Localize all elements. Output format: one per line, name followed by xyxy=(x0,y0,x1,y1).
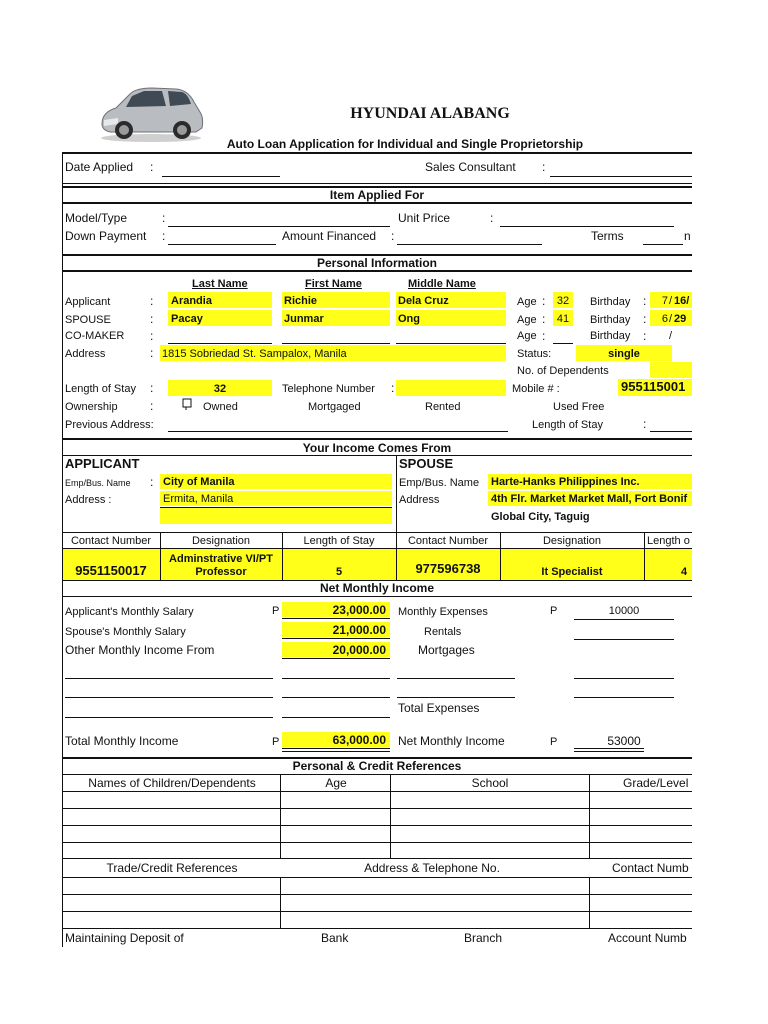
table-rule xyxy=(62,877,692,878)
spouse-middle-name[interactable]: Ong xyxy=(398,313,420,325)
col-first-name: First Name xyxy=(305,278,362,290)
previous-address-label: Previous Address: xyxy=(65,419,154,431)
spouse-last-name[interactable]: Pacay xyxy=(171,313,203,325)
colon: : xyxy=(542,329,546,343)
bank-label: Bank xyxy=(321,931,349,945)
underline xyxy=(282,638,390,639)
table-rule xyxy=(62,532,692,533)
telephone-label: Telephone Number xyxy=(282,383,375,395)
peso-sign: P xyxy=(550,736,558,748)
table-col xyxy=(280,774,281,858)
double-underline xyxy=(574,751,644,752)
colon: : xyxy=(150,381,154,395)
car-image xyxy=(96,80,206,144)
applicant-emp-label: Emp/Bus. Name xyxy=(65,478,131,488)
comaker-label: CO-MAKER xyxy=(65,330,125,342)
total-income-value[interactable]: 63,000.00 xyxy=(332,733,386,747)
highlight xyxy=(650,362,692,378)
colon: : xyxy=(150,160,154,174)
other-income-line[interactable] xyxy=(65,678,273,679)
spouse-designation[interactable]: It Specialist xyxy=(541,566,603,578)
spouse-emp-label: Emp/Bus. Name xyxy=(399,477,480,489)
section-title-item: Item Applied For xyxy=(329,188,425,202)
peso-sign: P xyxy=(272,605,280,617)
applicant-designation-line2[interactable]: Professor xyxy=(195,566,247,578)
underline xyxy=(282,658,390,659)
length-of-stay-label: Length of Stay xyxy=(65,383,136,395)
double-underline xyxy=(282,751,390,752)
col-age: Age xyxy=(325,776,347,790)
column-divider xyxy=(396,456,397,532)
applicant-first-name[interactable]: Richie xyxy=(284,295,318,307)
sales-consultant-field[interactable] xyxy=(550,176,692,177)
col-trade-references: Trade/Credit References xyxy=(106,861,238,875)
colon: : xyxy=(643,417,647,431)
terms-suffix: n xyxy=(684,229,691,243)
used-free-label: Used Free xyxy=(553,401,605,413)
date-applied-field[interactable] xyxy=(162,176,280,177)
previous-address-field[interactable] xyxy=(168,431,508,432)
slash: / xyxy=(669,330,673,342)
colon: : xyxy=(150,475,154,489)
table-col xyxy=(589,877,590,928)
applicant-address[interactable]: 1815 Sobriedad St. Sampalox, Manila xyxy=(162,348,347,360)
date-applied-label: Date Applied xyxy=(65,160,134,174)
colon: : xyxy=(643,294,647,308)
down-payment-field[interactable] xyxy=(168,244,276,245)
table-col xyxy=(390,774,391,858)
col-address-telephone: Address & Telephone No. xyxy=(364,861,500,875)
slash: / xyxy=(669,313,673,325)
branch-label: Branch xyxy=(464,931,503,945)
table-rule xyxy=(62,858,692,859)
length-of-stay-label-2: Length of Stay xyxy=(532,419,603,431)
owned-label: Owned xyxy=(203,401,238,413)
double-underline xyxy=(574,748,644,749)
colon: : xyxy=(490,211,494,225)
net-income-value[interactable]: 53000 xyxy=(607,734,641,748)
length-of-stay-value[interactable]: 32 xyxy=(213,383,227,395)
terms-field[interactable] xyxy=(643,244,683,245)
total-expenses-label: Total Expenses xyxy=(398,701,480,715)
applicant-designation-line1[interactable]: Adminstrative VI/PT xyxy=(169,553,273,565)
peso-sign: P xyxy=(550,605,558,617)
net-income-label: Net Monthly Income xyxy=(398,734,505,748)
terms-label: Terms xyxy=(591,229,624,243)
table-col xyxy=(280,877,281,928)
model-field[interactable] xyxy=(168,226,390,227)
spouse-age[interactable]: 41 xyxy=(556,313,570,325)
col-designation-spouse: Designation xyxy=(542,535,602,547)
down-payment-label: Down Payment xyxy=(65,229,147,243)
section-title-references: Personal & Credit References xyxy=(292,759,462,773)
spouse-heading: SPOUSE xyxy=(399,456,454,471)
col-children: Names of Children/Dependents xyxy=(88,776,256,790)
mobile-value[interactable]: 955115001 xyxy=(621,380,686,394)
peso-sign: P xyxy=(272,736,280,748)
spouse-birth-month[interactable]: 6 xyxy=(661,313,668,325)
section-title-net: Net Monthly Income xyxy=(319,581,434,595)
col-last-name: Last Name xyxy=(192,278,248,290)
sales-consultant-label: Sales Consultant xyxy=(425,160,516,174)
birthday-label: Birthday xyxy=(590,314,631,326)
col-school: School xyxy=(471,776,509,790)
amount-financed-field[interactable] xyxy=(397,244,542,245)
section-rule xyxy=(62,774,692,775)
spouse-employer-address-1[interactable]: 4th Flr. Market Market Mall, Fort Bonif xyxy=(491,493,688,505)
colon: : xyxy=(391,229,395,243)
other-income-line[interactable] xyxy=(65,717,273,718)
rentals-label: Rentals xyxy=(424,626,462,638)
table-rule xyxy=(62,791,692,792)
col-grade: Grade/Level xyxy=(623,776,689,790)
col-length-of-stay: Length of Stay xyxy=(303,535,375,547)
colon: : xyxy=(162,229,166,243)
applicant-last-name[interactable]: Arandia xyxy=(171,295,212,307)
spouse-first-name[interactable]: Junmar xyxy=(284,313,324,325)
other-income-line[interactable] xyxy=(65,697,273,698)
colon: : xyxy=(150,399,154,413)
spouse-employer[interactable]: Harte-Hanks Philippines Inc. xyxy=(491,476,640,488)
expense-amount-line[interactable] xyxy=(574,678,674,679)
table-col xyxy=(589,774,590,858)
col-contact-number-ref: Contact Numb xyxy=(612,861,689,875)
expense-amount-line[interactable] xyxy=(574,697,674,698)
rentals-field[interactable] xyxy=(574,639,674,640)
mortgages-label: Mortgages xyxy=(418,643,475,657)
spouse-length-of-stay[interactable]: 4 xyxy=(681,566,688,578)
section-rule xyxy=(62,270,692,272)
double-underline xyxy=(282,748,390,749)
col-middle-name: Middle Name xyxy=(408,278,476,290)
address-label: Address xyxy=(65,348,106,360)
applicant-employer-address[interactable]: Ermita, Manila xyxy=(163,493,234,505)
comaker-middle-field[interactable] xyxy=(396,343,506,344)
applicant-length-of-stay[interactable]: 5 xyxy=(335,566,343,578)
colon: : xyxy=(542,160,546,174)
applicant-label: Applicant xyxy=(65,296,111,308)
table-row[interactable] xyxy=(62,894,692,895)
ownership-label: Ownership xyxy=(65,401,118,413)
status-value[interactable]: single xyxy=(608,348,640,360)
spouse-salary-label: Spouse's Monthly Salary xyxy=(65,626,186,638)
col-contact-number: Contact Number xyxy=(70,535,152,547)
colon: : xyxy=(150,312,154,326)
mobile-label: Mobile # : xyxy=(512,383,560,395)
other-income-amount-line[interactable] xyxy=(282,717,390,718)
frame-top xyxy=(62,152,692,154)
applicant-middle-name[interactable]: Dela Cruz xyxy=(398,295,449,307)
col-contact-number-spouse: Contact Number xyxy=(407,535,489,547)
mortgaged-label: Mortgaged xyxy=(308,401,361,413)
colon: : xyxy=(542,294,546,308)
model-label: Model/Type xyxy=(65,211,128,225)
table-row[interactable] xyxy=(62,808,692,809)
section-rule xyxy=(62,455,692,456)
spouse-salary-value[interactable]: 21,000.00 xyxy=(332,623,386,637)
other-income-amount-line[interactable] xyxy=(282,678,390,679)
applicant-birth-day[interactable]: 16/ xyxy=(674,295,690,307)
table-rule xyxy=(62,928,692,929)
applicant-contact-number[interactable]: 9551150017 xyxy=(75,563,147,578)
age-label: Age xyxy=(517,314,537,326)
spouse-contact-number[interactable]: 977596738 xyxy=(415,561,481,576)
applicant-salary-value[interactable]: 23,000.00 xyxy=(332,603,386,617)
spouse-label: SPOUSE xyxy=(65,314,111,326)
comaker-last-field[interactable] xyxy=(168,343,272,344)
company-title: HYUNDAI ALABANG xyxy=(350,105,510,122)
unit-price-field[interactable] xyxy=(500,226,674,227)
divider xyxy=(62,183,692,184)
comaker-age-field[interactable] xyxy=(553,343,573,344)
section-title-income: Your Income Comes From xyxy=(302,441,452,455)
maintaining-deposit-label: Maintaining Deposit of xyxy=(65,931,184,945)
total-income-label: Total Monthly Income xyxy=(65,734,179,748)
form-title: Auto Loan Application for Individual and Single Proprietorship xyxy=(226,137,584,151)
monthly-expenses-value[interactable]: 10000 xyxy=(608,605,640,617)
previous-los-field[interactable] xyxy=(650,431,692,432)
applicant-emp-address-label: Address : xyxy=(65,494,112,506)
applicant-employer-address-line[interactable] xyxy=(160,507,392,508)
table-row[interactable] xyxy=(62,842,692,843)
comaker-first-field[interactable] xyxy=(282,343,390,344)
spouse-emp-address-label: Address xyxy=(399,494,440,506)
applicant-age[interactable]: 32 xyxy=(556,295,570,307)
colon: : xyxy=(150,329,154,343)
colon: : xyxy=(162,211,166,225)
colon: : xyxy=(150,346,154,360)
unit-price-label: Unit Price xyxy=(398,211,451,225)
status-label: Status: xyxy=(517,348,552,360)
colon: : xyxy=(542,312,546,326)
other-income-amount-line[interactable] xyxy=(282,697,390,698)
account-number-label: Account Numb xyxy=(608,931,687,945)
applicant-salary-label: Applicant's Monthly Salary xyxy=(65,606,194,618)
table-row[interactable] xyxy=(62,825,692,826)
applicant-heading: APPLICANT xyxy=(65,456,140,471)
col-designation: Designation xyxy=(191,535,251,547)
slash: / xyxy=(669,295,673,307)
owned-checkbox-icon[interactable] xyxy=(182,398,194,410)
colon: : xyxy=(643,329,647,343)
colon: : xyxy=(391,381,395,395)
expense-line[interactable] xyxy=(397,697,515,698)
underline xyxy=(282,618,390,619)
colon: : xyxy=(150,294,154,308)
section-rule xyxy=(62,438,692,440)
age-label: Age xyxy=(517,330,537,342)
expense-line[interactable] xyxy=(397,678,515,679)
applicant-employer[interactable]: City of Manila xyxy=(163,476,235,488)
other-income-label: Other Monthly Income From xyxy=(65,643,215,657)
section-rule xyxy=(62,596,692,597)
rented-label: Rented xyxy=(425,401,461,413)
section-title-personal: Personal Information xyxy=(316,256,438,270)
col-length-of-stay-spouse: Length o xyxy=(647,535,690,547)
underline xyxy=(574,619,674,620)
colon: : xyxy=(643,312,647,326)
birthday-label: Birthday xyxy=(590,330,631,342)
dependents-label: No. of Dependents xyxy=(517,365,609,377)
spouse-employer-address-2[interactable]: Global City, Taguig xyxy=(491,511,590,523)
applicant-birth-month[interactable]: 7 xyxy=(661,295,668,307)
birthday-label: Birthday xyxy=(590,296,631,308)
amount-financed-label: Amount Financed xyxy=(282,229,377,243)
highlight xyxy=(396,380,506,396)
spouse-birth-day[interactable]: 29 xyxy=(674,313,687,325)
monthly-expenses-label: Monthly Expenses xyxy=(398,606,488,618)
other-income-value[interactable]: 20,000.00 xyxy=(332,643,386,657)
table-row[interactable] xyxy=(62,911,692,912)
section-rule xyxy=(62,202,692,204)
highlight xyxy=(160,508,392,524)
age-label: Age xyxy=(517,296,537,308)
